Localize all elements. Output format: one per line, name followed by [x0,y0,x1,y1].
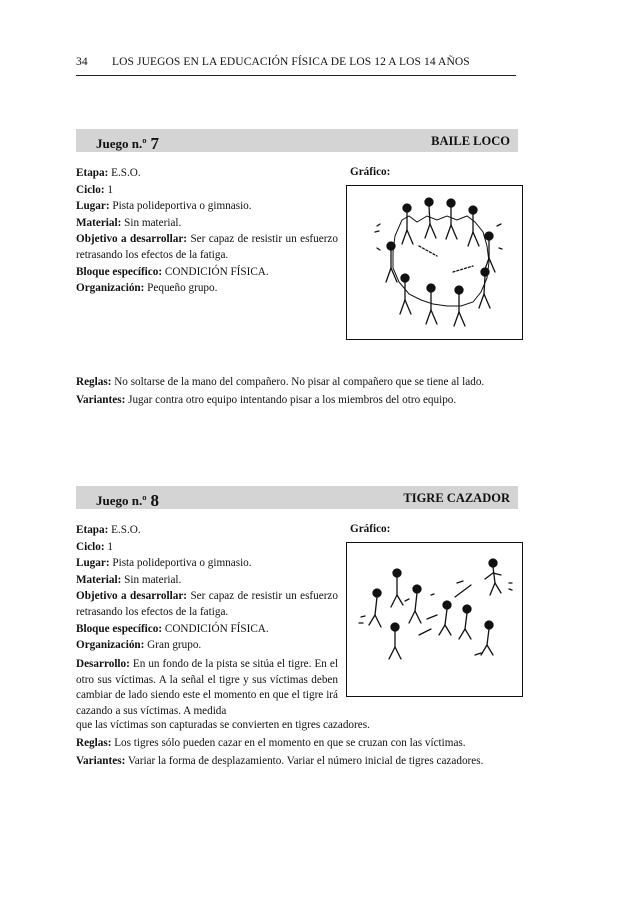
game-number: 7 [150,134,160,153]
field-value: Los tigres sólo pueden cazar en el momento en que se cruzan con las víctimas. [114,737,466,749]
field-label: Variantes: [76,394,126,406]
field-label: Material: [76,573,122,586]
field-objetivo [76,589,338,620]
desarrollo-text [76,657,338,719]
field-label: Objetivo a desarrollar: [76,590,188,603]
field-value: CONDICIÓN FÍSICA. [164,622,269,635]
page-number: 34 [76,56,88,68]
game-title-bar [76,486,518,509]
field-label: Material: [76,216,122,229]
game-diagram [346,185,523,340]
field-value: Pequeño grupo. [147,282,218,295]
field-label: Reglas: [76,737,112,749]
field-label: Ciclo: [76,183,105,196]
field-variantes [76,754,520,770]
field-label: Objetivo a desarrollar: [76,233,188,246]
field-label: Etapa: [76,167,109,179]
field-value: 1 [107,183,113,196]
field-value: CONDICIÓN FÍSICA. [164,265,269,278]
field-label: Bloque específico: [76,265,163,278]
field-value: Gran grupo. [147,639,202,652]
game-label [96,133,159,153]
field-label: Ciclo: [76,540,105,553]
field-organizacion [76,281,338,297]
grafico-label: Gráfico: [350,166,391,178]
field-value: No soltarse de la mano del compañero. No pisar al compañero que se tiene al lado. [114,376,485,388]
running-header [76,56,516,68]
field-lugar [76,556,338,572]
field-value: E.S.O. [111,524,141,536]
field-label: Variantes: [76,755,126,767]
juego-label-text: Juego n.º [96,136,147,151]
field-value: E.S.O. [111,167,141,179]
field-label: Etapa: [76,524,109,536]
field-reglas [76,736,520,752]
field-organizacion [76,638,338,654]
field-material [76,216,338,232]
field-label: Lugar: [76,557,110,570]
field-value: 1 [107,540,113,553]
desarrollo-continuation: que las víctimas son capturadas se convierten en tigres cazadores. [76,719,370,731]
field-value: Jugar contra otro equipo intentando pisar a los miembros del otro equipo. [128,394,457,406]
book-title: LOS JUEGOS EN LA EDUCACIÓN FÍSICA DE LOS 12 A LOS 14 AÑOS [112,56,470,68]
field-ciclo [76,183,338,199]
field-lugar [76,199,338,215]
game-fields-left [76,166,338,297]
field-reglas [76,375,520,391]
field-value: Sin material. [124,573,182,586]
field-value: Pista polideportiva o gimnasio. [112,557,252,570]
circle-dance-figure [347,186,522,339]
field-value: Pista polideportiva o gimnasio. [112,200,252,213]
field-label: Reglas: [76,376,112,388]
field-bloque [76,622,338,638]
game-name: BAILE LOCO [431,134,510,148]
field-label: Bloque específico: [76,622,163,635]
field-label: Organización: [76,282,145,295]
header-rule [76,75,516,76]
game-card-7 [76,129,520,406]
game-number: 8 [150,491,160,510]
field-value: Ser capaz de resistir un esfuerzo retrasando los efectos de la fatiga. [76,233,338,261]
field-etapa [76,523,338,539]
field-etapa [76,166,338,182]
field-objetivo [76,232,338,263]
field-label: Lugar: [76,200,110,213]
game-diagram [346,542,523,697]
game-name: TIGRE CAZADOR [403,491,510,505]
grafico-label: Gráfico: [350,523,391,535]
field-label: Organización: [76,639,145,652]
game-title-bar [76,129,518,152]
game-card-8 [76,486,520,767]
field-value: Variar la forma de desplazamiento. Variar el número inicial de tigres cazadores. [127,755,484,767]
field-bloque [76,265,338,281]
game-fields-left [76,523,338,654]
field-variantes [76,393,520,409]
field-label: Desarrollo: [76,658,130,670]
tiger-hunter-figure [347,543,522,696]
field-value: Sin material. [124,216,182,229]
juego-label-text: Juego n.º [96,493,147,508]
field-value: En un fondo de la pista se sitúa el tigre. En el otro sus víctimas. A la señal el tigre y sus víctimas deben cambiar de lado siendo este el momento en que el tigre irá cazando a sus víctimas. A medida [76,658,338,717]
field-value: Ser capaz de resistir un esfuerzo retrasando los efectos de la fatiga. [76,590,338,618]
game-label [96,490,159,510]
field-ciclo [76,540,338,556]
field-material [76,573,338,589]
